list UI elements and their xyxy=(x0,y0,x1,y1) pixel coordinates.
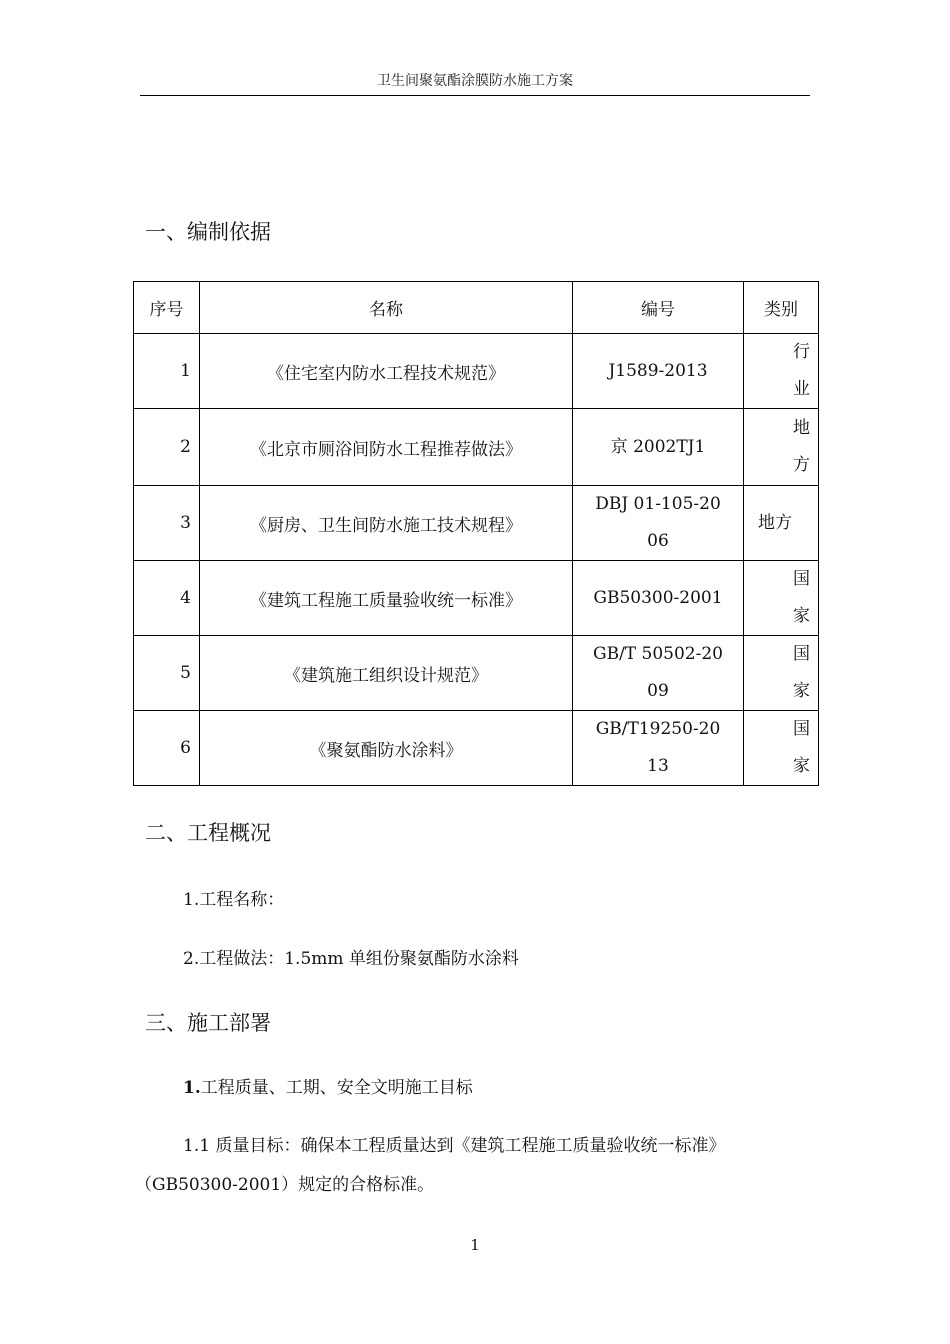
row-index: 1 xyxy=(134,334,200,409)
row-code xyxy=(573,409,744,486)
row-code-text: DBJ 01-105-2006 xyxy=(595,494,721,551)
row-name: 《北京市厕浴间防水工程推荐做法》 xyxy=(200,409,573,486)
row-category xyxy=(744,561,819,636)
header-name: 名称 xyxy=(200,282,573,334)
project-name-item: 1.工程名称： xyxy=(183,890,285,910)
row-index: 3 xyxy=(134,486,200,561)
row-index: 4 xyxy=(134,561,200,636)
basis-table xyxy=(133,281,819,786)
row-code-text: 京 2002TJ1 xyxy=(610,436,706,457)
quality-goal-line1: 1.1 质量目标：确保本工程质量达到《建筑工程施工质量验收统一标准》 xyxy=(183,1136,726,1156)
row-name: 《住宅室内防水工程技术规范》 xyxy=(200,334,573,409)
row-code xyxy=(573,334,744,409)
row-code-text: GB/T 50502-2009 xyxy=(593,644,723,701)
row-index: 6 xyxy=(134,711,200,786)
header-index: 序号 xyxy=(134,282,200,334)
section-title-deployment: 三、施工部署 xyxy=(145,1011,271,1035)
row-code xyxy=(573,636,744,711)
header-category: 类别 xyxy=(744,282,819,334)
row-category xyxy=(744,334,819,409)
subsection-number: 1. xyxy=(183,1078,201,1098)
project-method-item: 2.工程做法：1.5mm 单组份聚氨酯防水涂料 xyxy=(183,949,519,969)
row-code-text: GB50300-2001 xyxy=(593,587,723,608)
table-header-row xyxy=(134,282,819,334)
table-row xyxy=(134,409,819,486)
table-row xyxy=(134,711,819,786)
row-name: 《厨房、卫生间防水施工技术规程》 xyxy=(200,486,573,561)
subsection-goals xyxy=(183,1075,473,1101)
row-code xyxy=(573,486,744,561)
row-name: 《聚氨酯防水涂料》 xyxy=(200,711,573,786)
table-row xyxy=(134,561,819,636)
table-row xyxy=(134,334,819,409)
row-category-text: 地方 xyxy=(758,512,792,533)
row-index: 5 xyxy=(134,636,200,711)
table-row xyxy=(134,486,819,561)
header-rule xyxy=(140,95,810,96)
subsection-text: 工程质量、工期、安全文明施工目标 xyxy=(200,1078,473,1098)
row-category-text: 国家 xyxy=(793,569,810,626)
table-row xyxy=(134,636,819,711)
row-category-text: 国家 xyxy=(793,644,810,701)
row-category-text: 行业 xyxy=(793,342,810,399)
header-code: 编号 xyxy=(573,282,744,334)
page-number: 1 xyxy=(470,1236,480,1254)
row-category xyxy=(744,711,819,786)
row-code xyxy=(573,561,744,636)
row-category xyxy=(744,486,819,561)
quality-goal-line2: （GB50300-2001）规定的合格标准。 xyxy=(135,1175,435,1195)
row-category xyxy=(744,409,819,486)
page-header-title: 卫生间聚氨酯涂膜防水施工方案 xyxy=(377,73,573,89)
section-title-basis: 一、编制依据 xyxy=(145,220,271,244)
row-name: 《建筑工程施工质量验收统一标准》 xyxy=(200,561,573,636)
row-category-text: 地方 xyxy=(793,418,810,475)
row-code-text: J1589-2013 xyxy=(608,360,708,381)
section-title-overview: 二、工程概况 xyxy=(145,821,271,845)
row-name: 《建筑施工组织设计规范》 xyxy=(200,636,573,711)
row-index: 2 xyxy=(134,409,200,486)
row-category-text: 国家 xyxy=(793,719,810,776)
row-code xyxy=(573,711,744,786)
row-code-text: GB/T19250-2013 xyxy=(595,719,721,776)
row-category xyxy=(744,636,819,711)
